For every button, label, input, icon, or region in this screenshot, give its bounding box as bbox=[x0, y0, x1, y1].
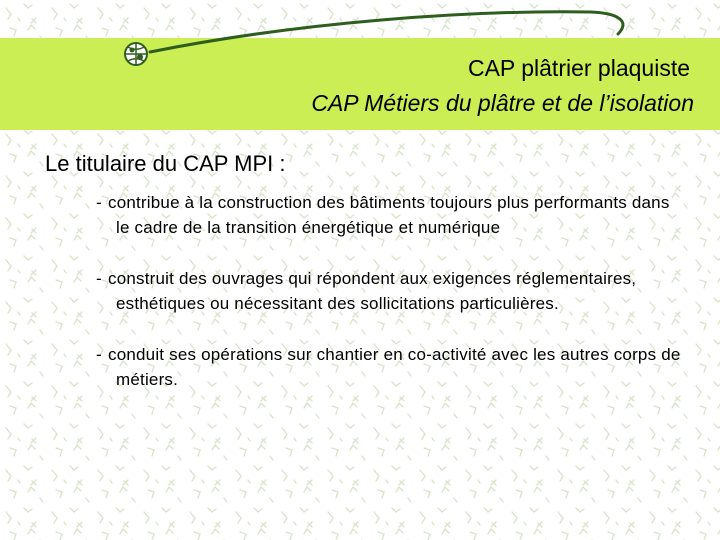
bullet-marker: - bbox=[96, 345, 102, 364]
bullet-item bbox=[88, 190, 688, 240]
globe-icon bbox=[122, 40, 150, 68]
bullet-list bbox=[88, 190, 688, 418]
bullet-text: construit des ouvrages qui répondent aux exigences réglementaires, esthétiques ou nécessitant des sollicitations particulières. bbox=[108, 269, 637, 313]
bullet-text: conduit ses opérations sur chantier en co-activité avec les autres corps de métiers. bbox=[108, 345, 681, 389]
bullet-item bbox=[88, 266, 688, 316]
bullet-marker: - bbox=[96, 193, 102, 212]
bullet-text: contribue à la construction des bâtiments toujours plus performants dans le cadre de la transition énergétique et numérique bbox=[108, 193, 670, 237]
bullet-marker: - bbox=[96, 269, 102, 288]
bullet-item bbox=[88, 342, 688, 392]
slide-title: CAP plâtrier plaquiste bbox=[467, 55, 690, 81]
section-heading: Le titulaire du CAP MPI : bbox=[45, 151, 286, 176]
slide-subtitle: CAP Métiers du plâtre et de l’isolation bbox=[311, 90, 694, 116]
